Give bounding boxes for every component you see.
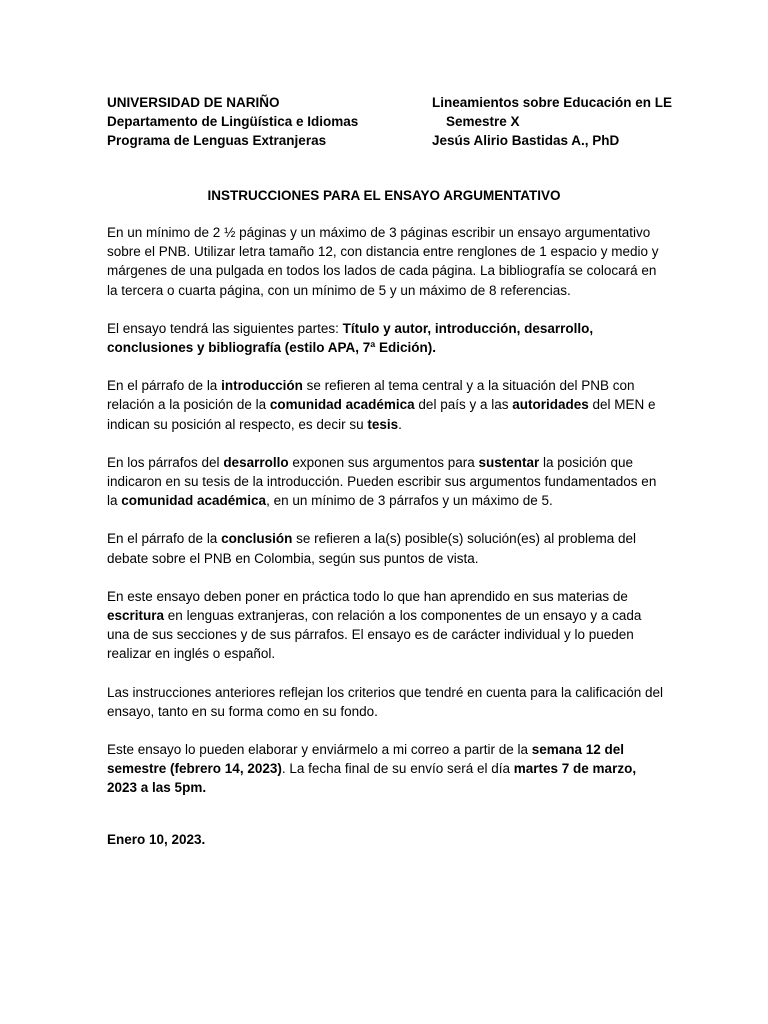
paragraph (107, 529, 667, 567)
text-run: En el párrafo de la (107, 378, 222, 394)
text-run: exponen sus argumentos para (288, 454, 479, 470)
document-title: INSTRUCCIONES PARA EL ENSAYO ARGUMENTATIVO (207, 188, 561, 203)
text-run: del MEN e indican su posición al respecto, es decir su (107, 397, 656, 432)
bold-text: martes 7 de marzo, 2023 a las 5pm. (107, 761, 637, 796)
text-run: Este ensayo lo pueden elaborar y enviármelo a mi correo a partir de la (107, 742, 532, 758)
header-left (107, 93, 358, 150)
bold-text: escritura (107, 608, 165, 624)
text-run: la posición que indicaron en su tesis de la introducción. Pueden escribir sus argumentos fundamentados en la (107, 454, 657, 509)
bold-text: autoridades (512, 397, 589, 413)
semester: Semestre X (446, 114, 520, 129)
text-run: . (398, 416, 402, 432)
bold-text: tesis (367, 416, 399, 432)
paragraph (107, 740, 667, 798)
text-run: En un mínimo de 2 ½ páginas y un máximo de 3 páginas escribir un ensayo argumentativo sobre el PNB. Utilizar letra tamaño 12, con distancia entre renglones de 1 espacio y medio y márgenes de una pulgada en todos los lados de cada página. La bibliografía se colocará en la tercera o cuarta página, con un mínimo de 5 y un máximo de 8 referencias. (107, 225, 659, 298)
paragraph (107, 587, 667, 664)
text-run: se refieren al tema central y a la situación del PNB con relación a la posición de la (107, 378, 635, 413)
bold-text: sustentar (478, 454, 540, 470)
course-name: Lineamientos sobre Educación en LE (432, 95, 673, 110)
bold-text: Título y autor, introducción, desarrollo, conclusiones y bibliografía (estilo APA, 7ª Edición). (107, 320, 594, 356)
bold-text: introducción (221, 378, 303, 394)
department-name: Departamento de Lingüística e Idiomas (107, 114, 359, 129)
bold-text: conclusión (221, 531, 293, 547)
text-run: En los párrafos del (107, 454, 224, 470)
text-run: en lenguas extranjeras, con relación a los componentes de un ensayo y a cada una de sus secciones y de sus párrafos. El ensayo es de carácter individual y lo pueden realizar en inglés o español. (107, 608, 642, 662)
document-date: Enero 10, 2023. (107, 832, 206, 847)
text-run: En el párrafo de la (107, 531, 222, 547)
author-name: Jesús Alirio Bastidas A., PhD (432, 133, 620, 148)
paragraph (107, 453, 667, 511)
text-run: se refieren a la(s) posible(s) solución(es) al problema del debate sobre el PNB en Colombia, según sus puntos de vista. (107, 531, 636, 566)
paragraph (107, 319, 667, 357)
text-run: Las instrucciones anteriores reflejan los criterios que tendré en cuenta para la calificación del ensayo, tanto en su forma como en su fondo. (107, 684, 664, 719)
bold-text: semana 12 del semestre (febrero 14, 2023) (107, 742, 625, 777)
text-run: del país y a las (414, 397, 513, 413)
bold-text: desarrollo (223, 454, 289, 470)
bold-text: comunidad académica (121, 493, 267, 509)
text-run: . La fecha final de su envío será el día (281, 761, 514, 777)
text-run: , en un mínimo de 3 párrafos y un máximo de 5. (266, 493, 553, 509)
bold-text: comunidad académica (269, 397, 415, 413)
paragraph (107, 223, 667, 300)
paragraph (107, 683, 667, 721)
paragraph (107, 376, 667, 434)
text-run: En este ensayo deben poner en práctica todo lo que han aprendido en sus materias de (107, 588, 628, 604)
program-name: Programa de Lenguas Extranjeras (107, 133, 327, 148)
header-right (432, 93, 672, 150)
university-name: UNIVERSIDAD DE NARIÑO (107, 95, 280, 110)
document-body (107, 223, 667, 817)
text-run: El ensayo tendrá las siguientes partes: (107, 320, 343, 336)
